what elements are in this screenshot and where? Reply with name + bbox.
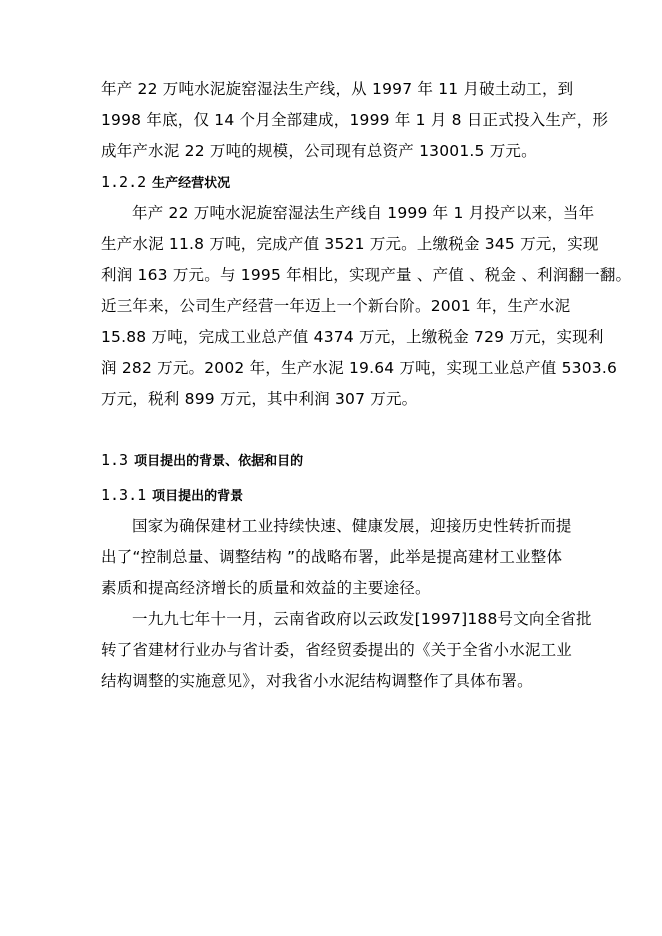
section-number: 1.2.2 — [101, 173, 147, 191]
paragraph-line: 结构调整的实施意见》，对我省小水泥结构调整作了具体布署。 — [101, 672, 533, 690]
section-title: 生产经营状况 — [152, 176, 231, 191]
paragraph-line: 素质和提高经济增长的质量和效益的主要途径。 — [101, 579, 431, 597]
section-number: 1.3 — [101, 451, 129, 469]
paragraph-line: 转了省建材行业办与省计委，省经贸委提出的《关于全省小水泥工业 — [101, 641, 573, 659]
paragraph-line: 近三年来，公司生产经营一年迈上一个新台阶。2001 年，生产水泥 — [101, 297, 571, 315]
section-number: 1.3.1 — [101, 486, 147, 504]
paragraph-line: 国家为确保建材工业持续快速、健康发展，迎接历史性转折而提 — [132, 517, 572, 535]
paragraph-line: 一九九七年十一月，云南省政府以云政发[1997]188号文向全省批 — [132, 610, 592, 628]
paragraph-line: 年产 22 万吨水泥旋窑湿法生产线，从 1997 年 11 月破土动工，到 — [101, 80, 574, 98]
paragraph-line: 出了“控制总量、调整结构 ”的战略布署，此举是提高建材工业整体 — [101, 548, 563, 566]
paragraph-line: 成年产水泥 22 万吨的规模，公司现有总资产 13001.5 万元。 — [101, 142, 537, 160]
paragraph-line: 1998 年底，仅 14 个月全部建成，1999 年 1 月 8 日正式投入生产，形 — [101, 111, 609, 129]
section-title: 项目提出的背景 — [152, 489, 244, 504]
paragraph-line: 万元，税利 899 万元，其中利润 307 万元。 — [101, 390, 418, 408]
section-heading-1-3 — [101, 450, 303, 472]
paragraph-line: 15.88 万吨，完成工业总产值 4374 万元，上缴税金 729 万元，实现利 — [101, 328, 604, 346]
section-heading-1-2-2 — [101, 172, 230, 194]
paragraph-line: 生产水泥 11.8 万吨，完成产值 3521 万元。上缴税金 345 万元，实现 — [101, 235, 599, 253]
section-title: 项目提出的背景、依据和目的 — [134, 454, 304, 469]
paragraph-line: 润 282 万元。2002 年，生产水泥 19.64 万吨，实现工业总产值 5303.6 — [101, 359, 618, 377]
paragraph-line: 利润 163 万元。与 1995 年相比，实现产量 、产值 、税金 、利润翻一翻。 — [101, 266, 632, 284]
paragraph-line: 年产 22 万吨水泥旋窑湿法生产线自 1999 年 1 月投产以来，当年 — [132, 204, 595, 222]
section-heading-1-3-1 — [101, 485, 243, 507]
